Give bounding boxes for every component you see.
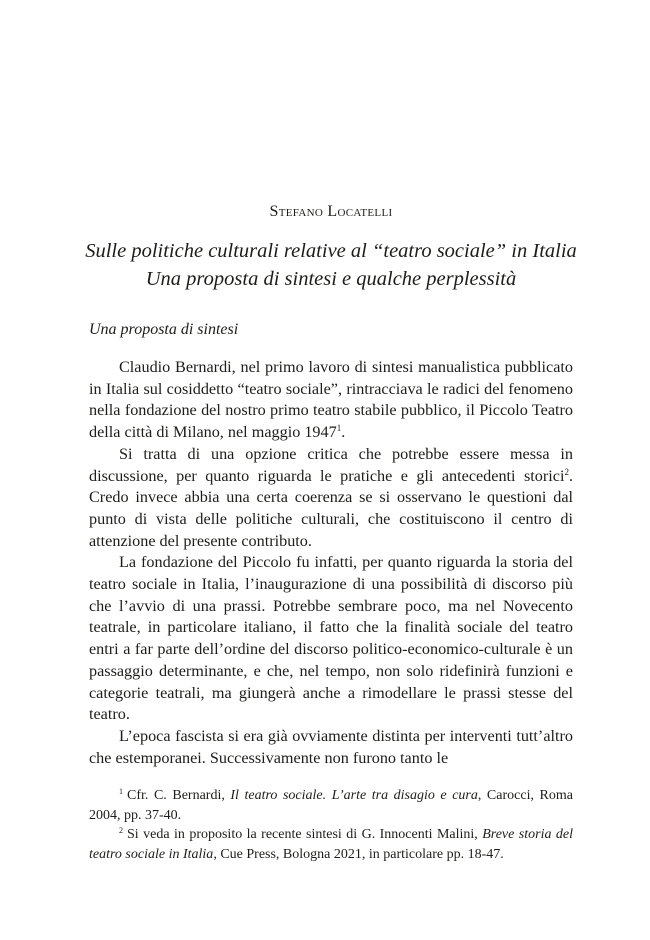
footnote <box>89 825 573 864</box>
paragraph-tail: . Credo invece abbia una certa coerenza se si osservano le questioni dal punto di vista delle politiche culturali, che costituiscono il centro di attenzione del presente contributo. <box>89 466 573 550</box>
footnote-mark: 1 <box>119 787 123 796</box>
title-line-2: Una proposta di sintesi e qualche perplessità <box>145 268 517 290</box>
paragraph <box>89 357 573 444</box>
footnote-ref: 1 <box>336 423 342 434</box>
footnote-ref: 2 <box>564 466 569 477</box>
paragraph-text: Si tratta di una opzione critica che potrebbe essere messa in discussione, per quanto riguarda le pratiche e gli antecedenti storici <box>89 444 573 485</box>
footnotes <box>89 786 573 864</box>
paragraph-text: Claudio Bernardi, nel primo lavoro di sintesi manualistica pubblicato in Italia sul cosiddetto “teatro sociale”, rintracciava le radici del fenomeno nella fondazione del nostro primo teatro stabile pubblico, il Piccolo Teatro della città di Milano, nel maggio 1947 <box>89 358 573 442</box>
paragraph-tail: . <box>341 423 346 442</box>
footnote-mark: 2 <box>119 826 123 835</box>
paragraph <box>89 726 573 769</box>
title-line-1: Sulle politiche culturali relative al “teatro sociale” in Italia <box>85 240 577 262</box>
footnote-text: Cfr. C. Bernardi, <box>127 788 231 803</box>
author-name: Stefano Locatelli <box>269 203 393 220</box>
paragraph <box>89 552 573 726</box>
body-text <box>89 357 573 769</box>
article-title <box>83 237 579 293</box>
document-page <box>85 0 577 940</box>
paragraph <box>89 444 573 553</box>
footnote-work-title: Breve storia del teatro sociale in Italia <box>89 827 574 862</box>
paragraph-text: L’epoca fascista si era già ovviamente distinta per interventi tutt’altro che estemporanei. Successivamente non furono tanto le <box>89 726 573 767</box>
footnote-text: , Carocci, Roma 2004, pp. 37-40. <box>89 788 573 823</box>
footnote-text: , Cue Press, Bologna 2021, in particolare pp. 18-47. <box>213 846 504 862</box>
section-heading: Una proposta di sintesi <box>89 321 239 338</box>
footnote-work-title: Il teatro sociale. L’arte tra disagio e cura <box>230 788 478 803</box>
paragraph-text: La fondazione del Piccolo fu infatti, per quanto riguarda la storia del teatro sociale in Italia, l’inaugurazione di una possibilità di discorso più che l’avvio di una prassi. Potrebbe sembrare poco, ma nel Novecento teatrale, in particolare italiano, il fatto che la finalità sociale del teatro entri a far parte dell’ordine del discorso politico-economico-culturale è un passaggio determinante, e che, nel tempo, non solo ridefinirà funzioni e categorie teatrali, ma giungerà anche a rimodellare le prassi stesse del teatro. <box>89 553 573 724</box>
footnote <box>89 786 573 825</box>
footnote-text: Si veda in proposito la recente sintesi di G. Innocenti Malini, <box>127 827 483 842</box>
